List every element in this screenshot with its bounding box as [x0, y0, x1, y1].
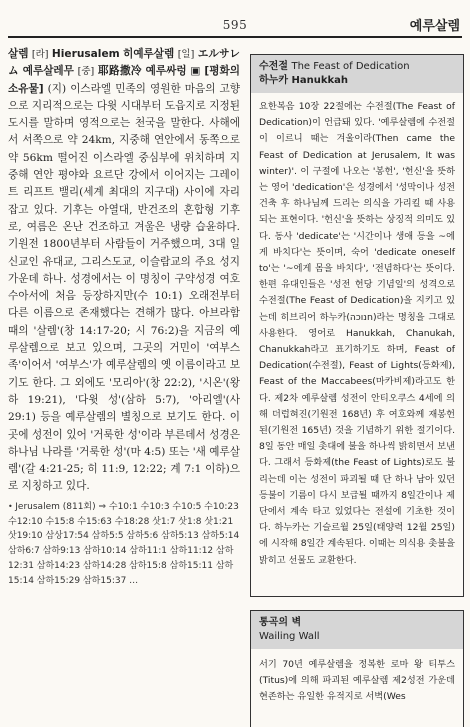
reference-list: Jerusalem (811회) ⇒ 수10:1 수10:3 수10:5 수10:23 수12:10 수15:8 수15:63 수18:28 삿1:7 삿1:8 삿1:21 삿19:10 삼상17:54 삼하5:5 삼하5:6 삼하5:13 삼하5:14 삼하6:7 삼하9:13 삼하10:14 삼하11:1 삼하11:12 삼하12:31 삼하14:23 삼하14:28 삼하15:8 삼하15:11 삼하15:14 삼하15:29 삼하15:37 … — [8, 501, 240, 586]
box-subtitle: 하누카 Hanukkah — [259, 75, 348, 86]
chinese-reading: 예루싸렁 — [145, 65, 187, 78]
lang-tag-japanese: [일] — [177, 49, 195, 60]
box-body: 요한복음 10장 22절에는 수전절(The Feast of Dedication)이 언급돼 있다. '예루살렘에 수전절이 이르니 때는 겨울이라(Then came the Feast of Dedication at Jerusalem, It was winter)'. 이 구절에 나오는 '봉헌', '헌신'을 뜻하는 영어 'dedication'은 성경에서 '성막이나 성전 건축 후 하나님께 드리는 의식을 가리킬 때 사용되는 표현이다. '헌신'을 뜻하는 상징적 의미도 있다. 동사 'dedicate'는 '시간이나 생애 등을 ~에게 바치다'는 뜻이며, 숙어 'dedicate oneself to'는 '~에게 몸을 바치다', '전념하다'는 뜻이다. 한편 유대인들은 '성전 헌당 기념일'의 성격으로 수전절(The Feast of Dedication)을 지키고 있는데 히브리어 하누카(חנוכה)라는 명칭을 그대로 사용한다. 영어로 Hanukkah, Chanukah, Chanukkah라고 표기하기도 하며, Feast of Dedication(수전절), Feast of Lights(등화제), Feast of the Maccabees(마카비제)라고도 한다. 제2차 예루살렘 성전이 안티오쿠스 4세에 의해 더럽혀진(기원전 168년) 후 여호와께 재봉헌된(기원전 165년) 것을 기념하기 위한 절기이다. 8일 동안 매일 촛대에 불을 하나씩 밝히면서 보낸다. 그래서 등화제(the Feast of Lights)로도 불리는데 이는 성전이 파괴될 때 단 하나 남아 있던 등불이 기름이 다시 보급될 때까지 8일간이나 제단에서 계속 타고 있었다는 전설에 기초한 것이다. 하누카는 기슬르월 25일(태양력 12월 25일)에 시작해 8일간 계속된다. 이때는 의식용 촛불을 밝히고 선물도 교환한다. — [259, 101, 455, 566]
box-title — [259, 60, 455, 74]
entry-body: (지) 이스라엘 민족의 영원한 마음의 고향으로 지리적으로는 다윗 시대부터 도읍지로 지정된 도시를 말하며 영적으로는 천국을 말한다. 사해에서 서쪽으로 약 24km, 지중해 연안에서 동쪽으로 약 56km 떨어진 이스라엘 중심부에 위치하며 지중해 연안 평야와 요르단 강에서 이어지는 그레이트 리프트 밸리(세계 최대의 지구대) 사이에 자리 잡고 있다. 기후는 아열대, 반건조의 혼합형 기후로, 여름은 온난 건조하고 겨울은 냉량 습윤하다. 기원전 1800년부터 사람들이 거주했으며, 3대 일신교인 유대교, 그리스도교, 이슬람교의 주요 성지 가운데 하나. 성경에서는 이 명칭이 구약성경 여호수아서에 처음 등장하지만(수 10:1) 오래전부터 다른 이름으로 존재했다는 견해가 많다. 아브라함 때의 '살렘'(창 14:17-20; 시 76:2)을 지금의 예루살렘으로 보고 있으며, 그곳의 거민이 '여부스 족'이어서 '여부스'가 예루살렘의 옛 이름이라고 보기도 한다. 그 외에도 '모리아'(창 22:2), '시온'(왕하 19:21), '다윗 성'(삼하 5:7), '아리엘'(사 29:1) 등을 예루살렘의 별칭으로 보기도 한다. 이곳에 성전이 있어 '거룩한 성'이라 부른데서 성경은 하나님 나라를 '거룩한 성'(마 4:5) 또는 '새 예루살렘'(갈 4:21-25; 히 11:9, 12:22; 계 7:1 이하)으로 지칭하고 있다. — [8, 82, 240, 493]
box-header — [251, 611, 463, 649]
sidebar-box-wailing-wall — [250, 610, 464, 727]
lang-tag-chinese: [중] — [77, 66, 95, 78]
box-header — [251, 55, 463, 93]
bullet-icon: • — [8, 501, 16, 511]
page-number: 595 — [222, 18, 248, 32]
header-rule — [8, 36, 462, 38]
meaning-tag: ▣ [평화의 소유물] — [8, 65, 240, 95]
headword: 살렘 — [8, 48, 29, 60]
japanese-form: エルサレム — [8, 48, 241, 78]
lang-tag-latin: [라] — [31, 49, 49, 60]
japanese-reading: 예루살레무 — [22, 65, 74, 78]
entry-text — [8, 46, 240, 496]
box-title-kr: 통곡의 벽 — [259, 617, 302, 628]
chinese-form: 耶路撒冷 — [98, 65, 142, 78]
hebrew-form: 히예루살렘 — [123, 48, 175, 60]
box-title-kr: 수전절 — [259, 61, 288, 72]
reference-note — [8, 500, 240, 589]
sidebar-box-dedication — [250, 54, 464, 597]
box-title-en: Wailing Wall — [259, 631, 320, 642]
box-body: 서기 70년 예루살렘을 정복한 로마 왕 티투스(Titus)에 의해 파괴된 예루살렘 제2성전 가운데 현존하는 유일한 유적지로 서벽(Wes — [259, 659, 455, 703]
entry-column — [8, 46, 240, 589]
latin-form: Hierusalem — [51, 48, 120, 60]
box-title-en: The Feast of Dedication — [291, 61, 410, 72]
running-head: 예루살렘 — [409, 19, 460, 34]
